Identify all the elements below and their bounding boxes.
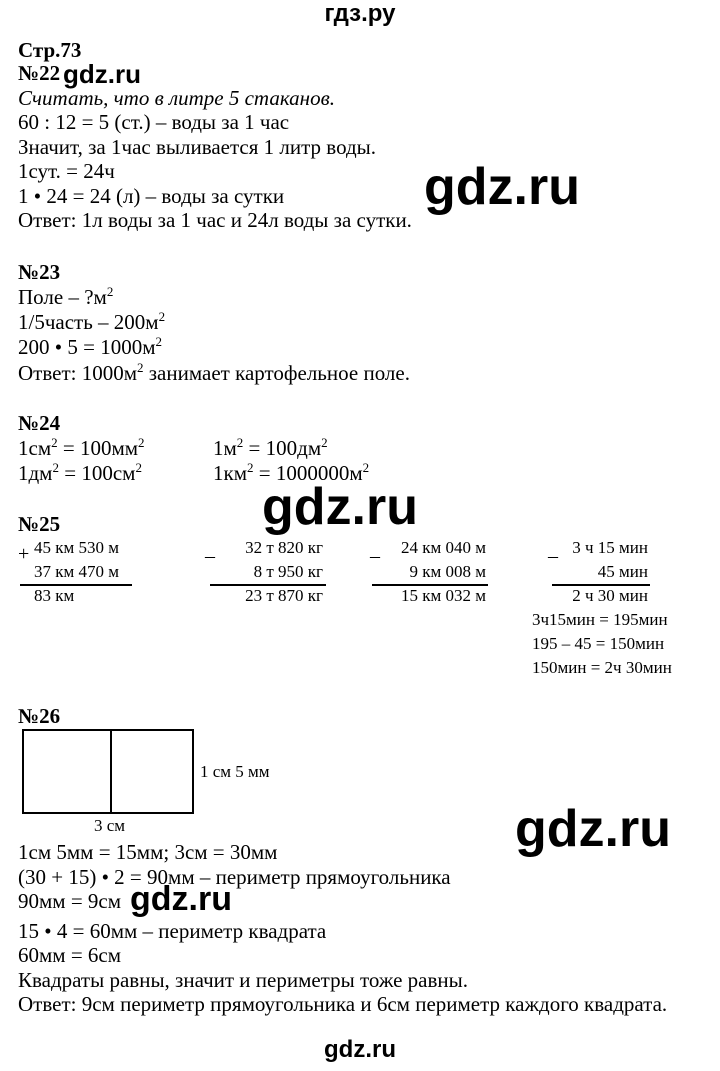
task22-number: №22 [18, 61, 61, 85]
task24-equation: $1км^2 = 1000000м^2$ [213, 460, 370, 485]
column-result: 15 км 032 м [400, 586, 486, 605]
task22-line: 1сут. = 24ч [18, 159, 115, 183]
watermark: gdz.ru [262, 478, 418, 536]
watermark: gdz.ru [63, 59, 141, 89]
task26-line: (30 + 15) • 2 = 90мм – периметр прямоугольника [18, 865, 451, 889]
plus-sign: + [18, 543, 30, 565]
column-operand: 45 мин [597, 562, 648, 581]
task24-equation: $1см^2 = 100мм^2$ [18, 435, 145, 460]
task26-line: 15 • 4 = 60мм – периметр квадрата [18, 919, 327, 943]
task26-answer: Ответ: 9см периметр прямоугольника и 6см периметр каждого квадрата. [18, 992, 668, 1016]
page-label: Стр.73 [18, 38, 82, 62]
minus-sign: – [548, 545, 558, 567]
task22-line: Считать, что в литре 5 стаканов. [18, 86, 335, 110]
column-operand: 32 т 820 кг [245, 538, 323, 557]
column-result: 23 т 870 кг [245, 586, 323, 605]
rectangle-diagram [22, 729, 194, 814]
time-note: 195 – 45 = 150мин [532, 634, 665, 653]
watermark: gdz.ru [130, 880, 232, 918]
site-header: гдз.ру [324, 0, 396, 27]
task25-number: №25 [18, 512, 61, 536]
task23-line: Поле – $?м^2$ [18, 284, 114, 309]
task23-line: 1/5часть – $200м^2$ [18, 309, 166, 334]
task26-number: №26 [18, 704, 61, 728]
task26-line: Квадраты равны, значит и периметры тоже равны. [18, 968, 468, 992]
task22-line: 60 : 12 = 5 (ст.) – воды за 1 час [18, 110, 290, 134]
task22-line: 1 • 24 = 24 (л) – воды за сутки [18, 184, 285, 208]
task24-number: №24 [18, 411, 61, 435]
footer-watermark: gdz.ru [324, 1036, 396, 1063]
column-operand: 9 км 008 м [409, 562, 486, 581]
task26-line: 90мм = 9см [18, 889, 122, 913]
column-operand: 3 ч 15 мин [572, 538, 648, 557]
time-note: 3ч15мин = 195мин [532, 610, 668, 629]
time-note: 150мин = 2ч 30мин [532, 658, 672, 677]
task26-line: 60мм = 6см [18, 943, 122, 967]
task24-equation: $1дм^2 = 100см^2$ [18, 460, 142, 485]
square-divider [110, 731, 112, 812]
task23-number: №23 [18, 260, 61, 284]
column-result: 83 км [34, 586, 75, 605]
column-operand: 37 км 470 м [34, 562, 120, 581]
task26-line: 1см 5мм = 15мм; 3см = 30мм [18, 840, 278, 864]
task23-line: 200 • $5 = 1000м^2$ [18, 334, 162, 359]
task22-line: Значит, за 1час выливается 1 литр воды. [18, 135, 377, 159]
minus-sign: – [205, 545, 215, 567]
column-result: 2 ч 30 мин [572, 586, 648, 605]
minus-sign: – [370, 545, 380, 567]
column-operand: 45 км 530 м [34, 538, 120, 557]
task24-equation: $1м^2 = 100дм^2$ [213, 435, 328, 460]
task22-answer: Ответ: 1л воды за 1 час и 24л воды за сутки. [18, 208, 412, 232]
column-operand: 8 т 950 кг [253, 562, 323, 581]
side-length-label: 1 см 5 мм [200, 762, 270, 781]
bottom-length-label: 3 см [94, 816, 126, 835]
task23-answer: Ответ: $1000м^2$ занимает картофельное поле. [18, 360, 410, 385]
watermark: gdz.ru [424, 158, 580, 216]
column-operand: 24 км 040 м [400, 538, 486, 557]
watermark: gdz.ru [515, 800, 671, 858]
